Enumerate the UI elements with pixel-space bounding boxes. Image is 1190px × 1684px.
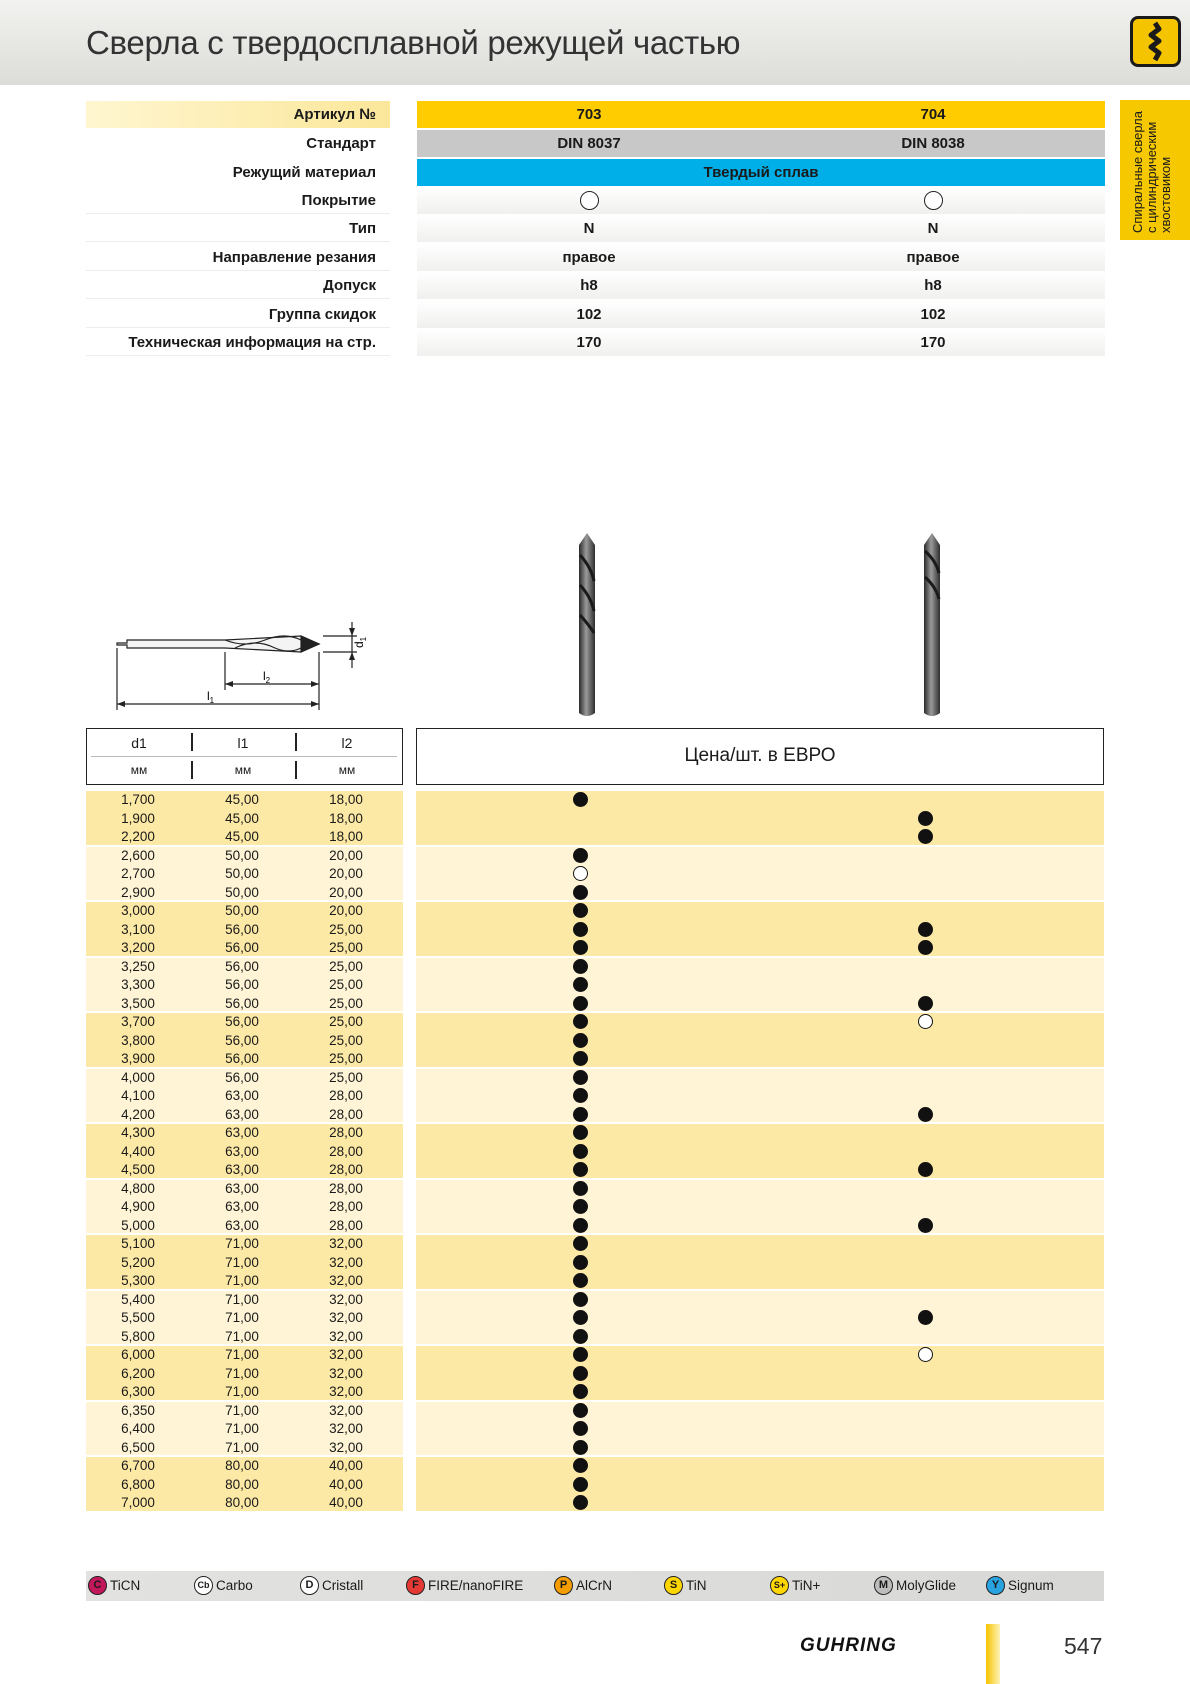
cell-d1: 5,400 <box>121 1291 155 1307</box>
cell-l2: 32,00 <box>329 1254 363 1270</box>
stock-partial-icon <box>573 866 588 881</box>
table-row <box>86 1049 1104 1069</box>
stock-available-icon <box>573 1477 588 1492</box>
brand-logo: GUHRING <box>800 1635 897 1656</box>
table-row <box>86 1401 1104 1421</box>
cell-l1: 56,00 <box>225 958 259 974</box>
stock-available-icon <box>573 792 588 807</box>
uncoated-icon <box>580 191 599 210</box>
table-row <box>86 846 1104 866</box>
legend-label: Carbo <box>216 1578 253 1593</box>
techinfo-703: 170 <box>576 334 602 351</box>
cell-l2: 25,00 <box>329 921 363 937</box>
table-row <box>86 1456 1104 1476</box>
stock-available-icon <box>573 1255 588 1270</box>
cell-l1: 56,00 <box>225 921 259 937</box>
divider <box>295 733 297 751</box>
legend-item <box>770 1576 820 1596</box>
table-row <box>86 1123 1104 1143</box>
stock-available-icon <box>573 959 588 974</box>
cell-l2: 28,00 <box>329 1180 363 1196</box>
material-value: Твердый сплав <box>703 164 819 181</box>
cell-l2: 40,00 <box>329 1476 363 1492</box>
cell-d1: 2,600 <box>121 847 155 863</box>
table-row <box>86 1234 1104 1254</box>
cell-d1: 2,700 <box>121 866 155 881</box>
table-row <box>86 1179 1104 1199</box>
table-row <box>86 1327 1104 1347</box>
cell-l1: 56,00 <box>225 1069 259 1085</box>
col-d1-header: d1 <box>131 735 147 751</box>
legend-label: TiN+ <box>792 1578 821 1593</box>
standard-704: DIN 8038 <box>901 135 965 152</box>
legend-item <box>88 1576 140 1596</box>
spec-label: Покрытие <box>86 187 390 214</box>
stock-available-icon <box>918 1107 933 1122</box>
cell-l1: 63,00 <box>225 1125 259 1140</box>
cell-l1: 50,00 <box>225 884 259 900</box>
cell-d1: 6,000 <box>121 1347 155 1362</box>
cell-d1: 4,400 <box>121 1143 155 1159</box>
stock-available-icon <box>918 996 933 1011</box>
table-row <box>86 975 1104 995</box>
stock-available-icon <box>573 1162 588 1177</box>
legend-label: Cristall <box>322 1578 364 1593</box>
table-row <box>86 994 1104 1014</box>
stock-available-icon <box>573 922 588 937</box>
stock-available-icon <box>573 1403 588 1418</box>
table-row <box>86 901 1104 921</box>
cell-l1: 63,00 <box>225 1106 259 1122</box>
stock-available-icon <box>573 996 588 1011</box>
table-row <box>86 1031 1104 1051</box>
cell-d1: 3,800 <box>121 1032 155 1048</box>
table-row <box>86 827 1104 847</box>
cell-d1: 5,800 <box>121 1328 155 1344</box>
cell-l2: 25,00 <box>329 995 363 1011</box>
legend-label: AlCrN <box>576 1578 612 1593</box>
table-row <box>86 1308 1104 1328</box>
drill-704-image <box>920 533 944 718</box>
cell-l2: 25,00 <box>329 940 363 955</box>
cell-l2: 20,00 <box>329 884 363 900</box>
price-header: Цена/шт. в ЕВРО <box>416 728 1104 785</box>
cell-l1: 56,00 <box>225 995 259 1011</box>
stock-available-icon <box>573 1273 588 1288</box>
stock-available-icon <box>573 1495 588 1510</box>
cell-d1: 2,900 <box>121 884 155 900</box>
spec-row-discount <box>86 301 1104 328</box>
stock-available-icon <box>573 903 588 918</box>
cell-l1: 71,00 <box>225 1347 259 1362</box>
stock-available-icon <box>573 1310 588 1325</box>
techinfo-704: 170 <box>920 334 946 351</box>
col-l2-unit: мм <box>338 763 356 777</box>
stock-available-icon <box>573 1070 588 1085</box>
cell-l1: 63,00 <box>225 1199 259 1214</box>
l1-label: $l_1$ <box>207 689 215 705</box>
side-category-label <box>1131 101 1173 233</box>
drill-category-icon <box>1130 16 1181 67</box>
coating-badge-icon: Y <box>986 1576 1005 1595</box>
article-703: 703 <box>576 106 602 123</box>
article-704: 704 <box>920 106 946 123</box>
legend-item <box>554 1576 612 1596</box>
page-number: 547 <box>1064 1633 1103 1659</box>
coating-704 <box>761 187 1105 214</box>
table-row <box>86 864 1104 884</box>
cell-l1: 63,00 <box>225 1088 259 1103</box>
table-row <box>86 1345 1104 1365</box>
cell-l1: 63,00 <box>225 1180 259 1196</box>
table-row <box>86 1438 1104 1458</box>
cell-d1: 2,200 <box>121 829 155 844</box>
cell-l1: 71,00 <box>225 1254 259 1270</box>
cell-d1: 3,900 <box>121 1051 155 1066</box>
legend-item <box>986 1576 1054 1596</box>
stock-available-icon <box>918 1162 933 1177</box>
spec-row-coating <box>86 187 1104 214</box>
cell-l1: 50,00 <box>225 847 259 863</box>
stock-available-icon <box>573 1329 588 1344</box>
cell-l2: 32,00 <box>329 1439 363 1455</box>
stock-available-icon <box>918 829 933 844</box>
coating-703 <box>417 187 761 214</box>
side-label-line: Спиральные сверла <box>1130 111 1145 233</box>
cell-l1: 45,00 <box>225 792 259 807</box>
cell-d1: 5,300 <box>121 1273 155 1288</box>
cell-l2: 28,00 <box>329 1217 363 1233</box>
cell-d1: 7,000 <box>121 1495 155 1510</box>
stock-available-icon <box>573 1125 588 1140</box>
cell-l2: 32,00 <box>329 1347 363 1362</box>
cell-l1: 63,00 <box>225 1143 259 1159</box>
table-row <box>86 790 1104 810</box>
stock-available-icon <box>573 1199 588 1214</box>
stock-available-icon <box>573 1033 588 1048</box>
cell-l1: 71,00 <box>225 1310 259 1325</box>
discount-703: 102 <box>576 306 602 323</box>
legend-item <box>300 1576 363 1596</box>
table-row <box>86 1382 1104 1402</box>
coating-badge-icon: F <box>406 1576 425 1595</box>
col-l2-header: l2 <box>341 735 353 751</box>
cell-l2: 28,00 <box>329 1088 363 1103</box>
cell-l2: 32,00 <box>329 1291 363 1307</box>
cell-l2: 28,00 <box>329 1162 363 1177</box>
cell-l2: 25,00 <box>329 1032 363 1048</box>
coating-legend <box>86 1571 1104 1601</box>
stock-available-icon <box>918 1218 933 1233</box>
cell-d1: 1,900 <box>121 810 155 826</box>
stock-available-icon <box>918 811 933 826</box>
cell-d1: 3,100 <box>121 921 155 937</box>
table-row <box>86 1271 1104 1291</box>
cell-d1: 3,250 <box>121 958 155 974</box>
cell-d1: 6,300 <box>121 1384 155 1399</box>
legend-label: FIRE/nanoFIRE <box>428 1578 524 1593</box>
table-row <box>86 1197 1104 1217</box>
spec-label: Артикул № <box>86 101 390 128</box>
cell-l2: 32,00 <box>329 1273 363 1288</box>
stock-available-icon <box>573 848 588 863</box>
cell-l2: 25,00 <box>329 977 363 992</box>
spec-label: Направление резания <box>86 244 390 271</box>
cell-l2: 18,00 <box>329 829 363 844</box>
uncoated-icon <box>924 191 943 210</box>
table-row <box>86 957 1104 977</box>
stock-available-icon <box>918 1310 933 1325</box>
divider <box>191 733 193 751</box>
spec-row-tolerance <box>86 272 1104 299</box>
cell-l1: 80,00 <box>225 1476 259 1492</box>
cell-l1: 71,00 <box>225 1365 259 1381</box>
stock-available-icon <box>918 922 933 937</box>
table-row <box>86 1493 1104 1513</box>
cell-l2: 20,00 <box>329 903 363 918</box>
cell-l1: 50,00 <box>225 866 259 881</box>
cell-l1: 56,00 <box>225 1051 259 1066</box>
cell-l2: 32,00 <box>329 1328 363 1344</box>
page-title: Сверла с твердосплавной режущей частью <box>86 24 741 61</box>
cell-l2: 20,00 <box>329 847 363 863</box>
cell-l2: 40,00 <box>329 1458 363 1473</box>
cell-d1: 6,400 <box>121 1421 155 1436</box>
stock-available-icon <box>573 1144 588 1159</box>
table-row <box>86 809 1104 829</box>
cell-l1: 71,00 <box>225 1402 259 1418</box>
cell-l1: 50,00 <box>225 903 259 918</box>
cell-d1: 4,300 <box>121 1125 155 1140</box>
cell-d1: 3,300 <box>121 977 155 992</box>
cell-d1: 3,200 <box>121 940 155 955</box>
direction-704: правое <box>906 249 960 266</box>
legend-label: TiCN <box>110 1578 141 1593</box>
cell-l1: 71,00 <box>225 1236 259 1251</box>
cell-l1: 71,00 <box>225 1439 259 1455</box>
cell-l2: 32,00 <box>329 1384 363 1399</box>
table-row <box>86 920 1104 940</box>
cell-l1: 56,00 <box>225 977 259 992</box>
tolerance-704: h8 <box>924 277 942 294</box>
table-row <box>86 1142 1104 1162</box>
cell-l2: 32,00 <box>329 1421 363 1436</box>
table-row <box>86 1012 1104 1032</box>
stock-available-icon <box>573 977 588 992</box>
coating-badge-icon: D <box>300 1576 319 1595</box>
cell-l2: 32,00 <box>329 1402 363 1418</box>
cell-d1: 6,350 <box>121 1402 155 1418</box>
spec-label: Техническая информация на стр. <box>86 329 390 356</box>
table-row <box>86 1216 1104 1236</box>
cell-d1: 3,700 <box>121 1014 155 1029</box>
cell-d1: 3,000 <box>121 903 155 918</box>
spec-label: Режущий материал <box>232 164 376 181</box>
l2-label: $l_2$ <box>263 669 271 685</box>
stock-available-icon <box>573 1347 588 1362</box>
cell-l2: 28,00 <box>329 1143 363 1159</box>
cell-l1: 56,00 <box>225 940 259 955</box>
cell-d1: 4,900 <box>121 1199 155 1214</box>
cell-d1: 6,200 <box>121 1365 155 1381</box>
cell-l1: 63,00 <box>225 1162 259 1177</box>
cell-l2: 28,00 <box>329 1106 363 1122</box>
cell-l2: 28,00 <box>329 1199 363 1214</box>
coating-badge-icon: S <box>664 1576 683 1595</box>
cell-l1: 71,00 <box>225 1384 259 1399</box>
d1-label: $d_1$ <box>352 636 368 648</box>
stock-available-icon <box>573 1218 588 1233</box>
cell-d1: 4,100 <box>121 1088 155 1103</box>
table-row <box>86 1068 1104 1088</box>
cell-l2: 20,00 <box>329 866 363 881</box>
stock-available-icon <box>573 940 588 955</box>
spec-row-techinfo <box>86 329 1104 356</box>
coating-badge-icon: S+ <box>770 1576 789 1595</box>
cell-d1: 5,100 <box>121 1236 155 1251</box>
side-label-line: с цилиндрическим <box>1144 121 1159 233</box>
stock-available-icon <box>573 1014 588 1029</box>
drill-dimension-diagram <box>105 618 385 718</box>
coating-badge-icon: Cb <box>194 1576 213 1595</box>
stock-available-icon <box>573 1458 588 1473</box>
cell-l1: 80,00 <box>225 1458 259 1473</box>
cell-l2: 25,00 <box>329 1051 363 1066</box>
cell-l1: 63,00 <box>225 1217 259 1233</box>
standard-703: DIN 8037 <box>557 135 621 152</box>
spec-label: Группа скидок <box>86 301 390 328</box>
discount-704: 102 <box>920 306 946 323</box>
cell-l2: 32,00 <box>329 1365 363 1381</box>
cell-l2: 18,00 <box>329 792 363 807</box>
cell-l2: 28,00 <box>329 1125 363 1140</box>
cell-l2: 25,00 <box>329 958 363 974</box>
cell-l1: 56,00 <box>225 1032 259 1048</box>
stock-available-icon <box>573 1088 588 1103</box>
coating-badge-icon: C <box>88 1576 107 1595</box>
spec-row-type <box>86 215 1104 242</box>
stock-partial-icon <box>918 1347 933 1362</box>
divider <box>295 761 297 779</box>
cell-l2: 25,00 <box>329 1014 363 1029</box>
cell-l1: 71,00 <box>225 1273 259 1288</box>
spec-label: Тип <box>86 215 390 242</box>
stock-available-icon <box>918 940 933 955</box>
divider <box>191 761 193 779</box>
stock-available-icon <box>573 1181 588 1196</box>
cell-l1: 71,00 <box>225 1421 259 1436</box>
legend-item <box>406 1576 523 1596</box>
cell-d1: 5,500 <box>121 1310 155 1325</box>
spec-row-direction <box>86 244 1104 271</box>
col-l1-unit: мм <box>234 763 252 777</box>
table-row <box>86 1475 1104 1495</box>
cell-l2: 25,00 <box>329 1069 363 1085</box>
cell-d1: 1,700 <box>121 792 155 807</box>
col-l1-header: l1 <box>237 735 249 751</box>
stock-available-icon <box>573 1236 588 1251</box>
cell-l2: 18,00 <box>329 810 363 826</box>
direction-703: правое <box>562 249 616 266</box>
table-row <box>86 1105 1104 1125</box>
footer-accent-bar <box>986 1624 1000 1684</box>
table-row <box>86 938 1104 958</box>
coating-badge-icon: P <box>554 1576 573 1595</box>
cell-d1: 4,500 <box>121 1162 155 1177</box>
cell-l2: 32,00 <box>329 1236 363 1251</box>
cell-d1: 6,800 <box>121 1476 155 1492</box>
stock-available-icon <box>573 1292 588 1307</box>
col-d1-unit: мм <box>130 763 148 777</box>
cell-l2: 32,00 <box>329 1310 363 1325</box>
drill-703-image <box>575 533 599 718</box>
cell-l1: 71,00 <box>225 1291 259 1307</box>
legend-item <box>194 1576 253 1596</box>
spec-row-article <box>86 101 1104 128</box>
cell-l1: 80,00 <box>225 1495 259 1510</box>
table-row <box>86 1086 1104 1106</box>
legend-label: MolyGlide <box>896 1578 957 1593</box>
cell-d1: 3,500 <box>121 995 155 1011</box>
stock-available-icon <box>573 1384 588 1399</box>
table-row <box>86 1364 1104 1384</box>
cell-d1: 5,200 <box>121 1254 155 1270</box>
cell-d1: 4,200 <box>121 1106 155 1122</box>
stock-available-icon <box>573 1440 588 1455</box>
legend-label: Signum <box>1008 1578 1054 1593</box>
legend-item <box>874 1576 956 1596</box>
legend-label: TiN <box>686 1578 707 1593</box>
spec-label: Стандарт <box>306 135 376 152</box>
tolerance-703: h8 <box>580 277 598 294</box>
spec-label: Допуск <box>86 272 390 299</box>
cell-l1: 71,00 <box>225 1328 259 1344</box>
table-row <box>86 1253 1104 1273</box>
spec-row-standard <box>86 130 1104 157</box>
type-704: N <box>927 220 939 237</box>
cell-l2: 40,00 <box>329 1495 363 1510</box>
stock-available-icon <box>573 1366 588 1381</box>
stock-available-icon <box>573 1107 588 1122</box>
cell-l1: 56,00 <box>225 1014 259 1029</box>
cell-l1: 45,00 <box>225 810 259 826</box>
dimension-table-header <box>86 728 403 785</box>
cell-d1: 5,000 <box>121 1217 155 1233</box>
table-row <box>86 1160 1104 1180</box>
divider <box>91 756 397 757</box>
legend-item <box>664 1576 707 1596</box>
cell-d1: 6,700 <box>121 1458 155 1473</box>
cell-d1: 6,500 <box>121 1439 155 1455</box>
stock-partial-icon <box>918 1014 933 1029</box>
table-row <box>86 1290 1104 1310</box>
stock-available-icon <box>573 1051 588 1066</box>
type-703: N <box>583 220 595 237</box>
coating-badge-icon: M <box>874 1576 893 1595</box>
spec-row-material <box>86 159 1104 186</box>
cell-d1: 4,800 <box>121 1180 155 1196</box>
stock-available-icon <box>573 1421 588 1436</box>
cell-d1: 4,000 <box>121 1069 155 1085</box>
table-row <box>86 883 1104 903</box>
table-row <box>86 1419 1104 1439</box>
cell-l1: 45,00 <box>225 829 259 844</box>
stock-available-icon <box>573 885 588 900</box>
side-label-line: хвостовиком <box>1158 156 1173 233</box>
